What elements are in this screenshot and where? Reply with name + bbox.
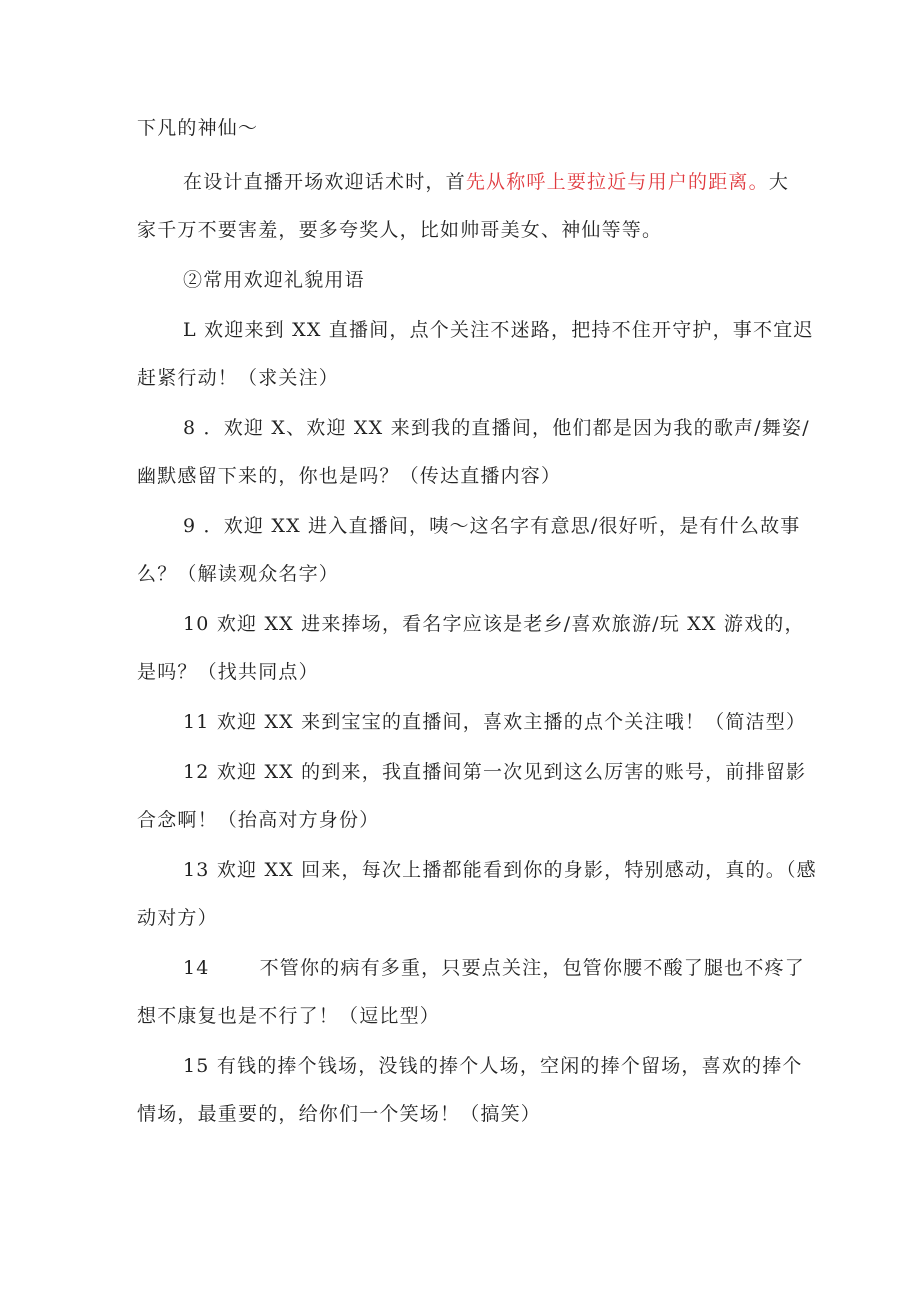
list-item-line bbox=[183, 956, 805, 980]
list-item-line: L 欢迎来到 XX 直播间，点个关注不迷路，把持不住开守护，事不宜迟 bbox=[183, 319, 814, 341]
item-number: 14 bbox=[183, 957, 210, 979]
section-heading: ②常用欢迎礼貌用语 bbox=[183, 269, 365, 291]
list-item-line: 9 ．欢迎 XX 进入直播间，咦～这名字有意思/很好听，是有什么故事 bbox=[183, 515, 801, 537]
list-item-line: 是吗？（找共同点） bbox=[137, 661, 319, 683]
list-item-line: 11 欢迎 XX 来到宝宝的直播间，喜欢主播的点个关注哦！（简洁型） bbox=[183, 711, 807, 733]
text-line: 家千万不要害羞，要多夸奖人，比如帅哥美女、神仙等等。 bbox=[137, 219, 663, 241]
text-segment: 不管你的病有多重，只要点关注，包管你腰不酸了腿也不疼了 bbox=[259, 957, 805, 979]
list-item-line: 10 欢迎 XX 进来捧场，看名字应该是老乡/喜欢旅游/玩 XX 游戏的， bbox=[183, 613, 805, 635]
text-segment: 在设计直播开场欢迎话术时，首 bbox=[183, 171, 466, 193]
list-item-line: 合念啊！（抬高对方身份） bbox=[137, 809, 380, 831]
text-segment: 大 bbox=[768, 171, 790, 193]
list-item-line: 动对方） bbox=[137, 907, 218, 929]
list-item-line: 赶紧行动！（求关注） bbox=[137, 367, 340, 389]
list-item-line: 幽默感留下来的，你也是吗？（传达直播内容） bbox=[137, 465, 562, 487]
highlighted-text: 先从称呼上要拉近与用户的距离。 bbox=[465, 171, 769, 193]
list-item-line: 15 有钱的捧个钱场，没钱的捧个人场，空闲的捧个留场，喜欢的捧个 bbox=[183, 1055, 803, 1077]
text-line: 下凡的神仙～ bbox=[137, 117, 259, 139]
list-item-line: 么？（解读观众名字） bbox=[137, 563, 340, 585]
list-item-line: 情场，最重要的，给你们一个笑场！（搞笑） bbox=[137, 1103, 542, 1125]
paragraph-intro bbox=[183, 170, 789, 194]
list-item-line: 想不康复也是不行了！（逗比型） bbox=[137, 1005, 441, 1027]
list-item-line: 13 欢迎 XX 回来，每次上播都能看到你的身影，特别感动，真的。（感 bbox=[183, 859, 817, 881]
list-item-line: 12 欢迎 XX 的到来，我直播间第一次见到这么厉害的账号，前排留影 bbox=[183, 761, 807, 783]
list-item-line: 8 ．欢迎 X、欢迎 XX 来到我的直播间，他们都是因为我的歌声/舞姿/ bbox=[183, 417, 810, 439]
